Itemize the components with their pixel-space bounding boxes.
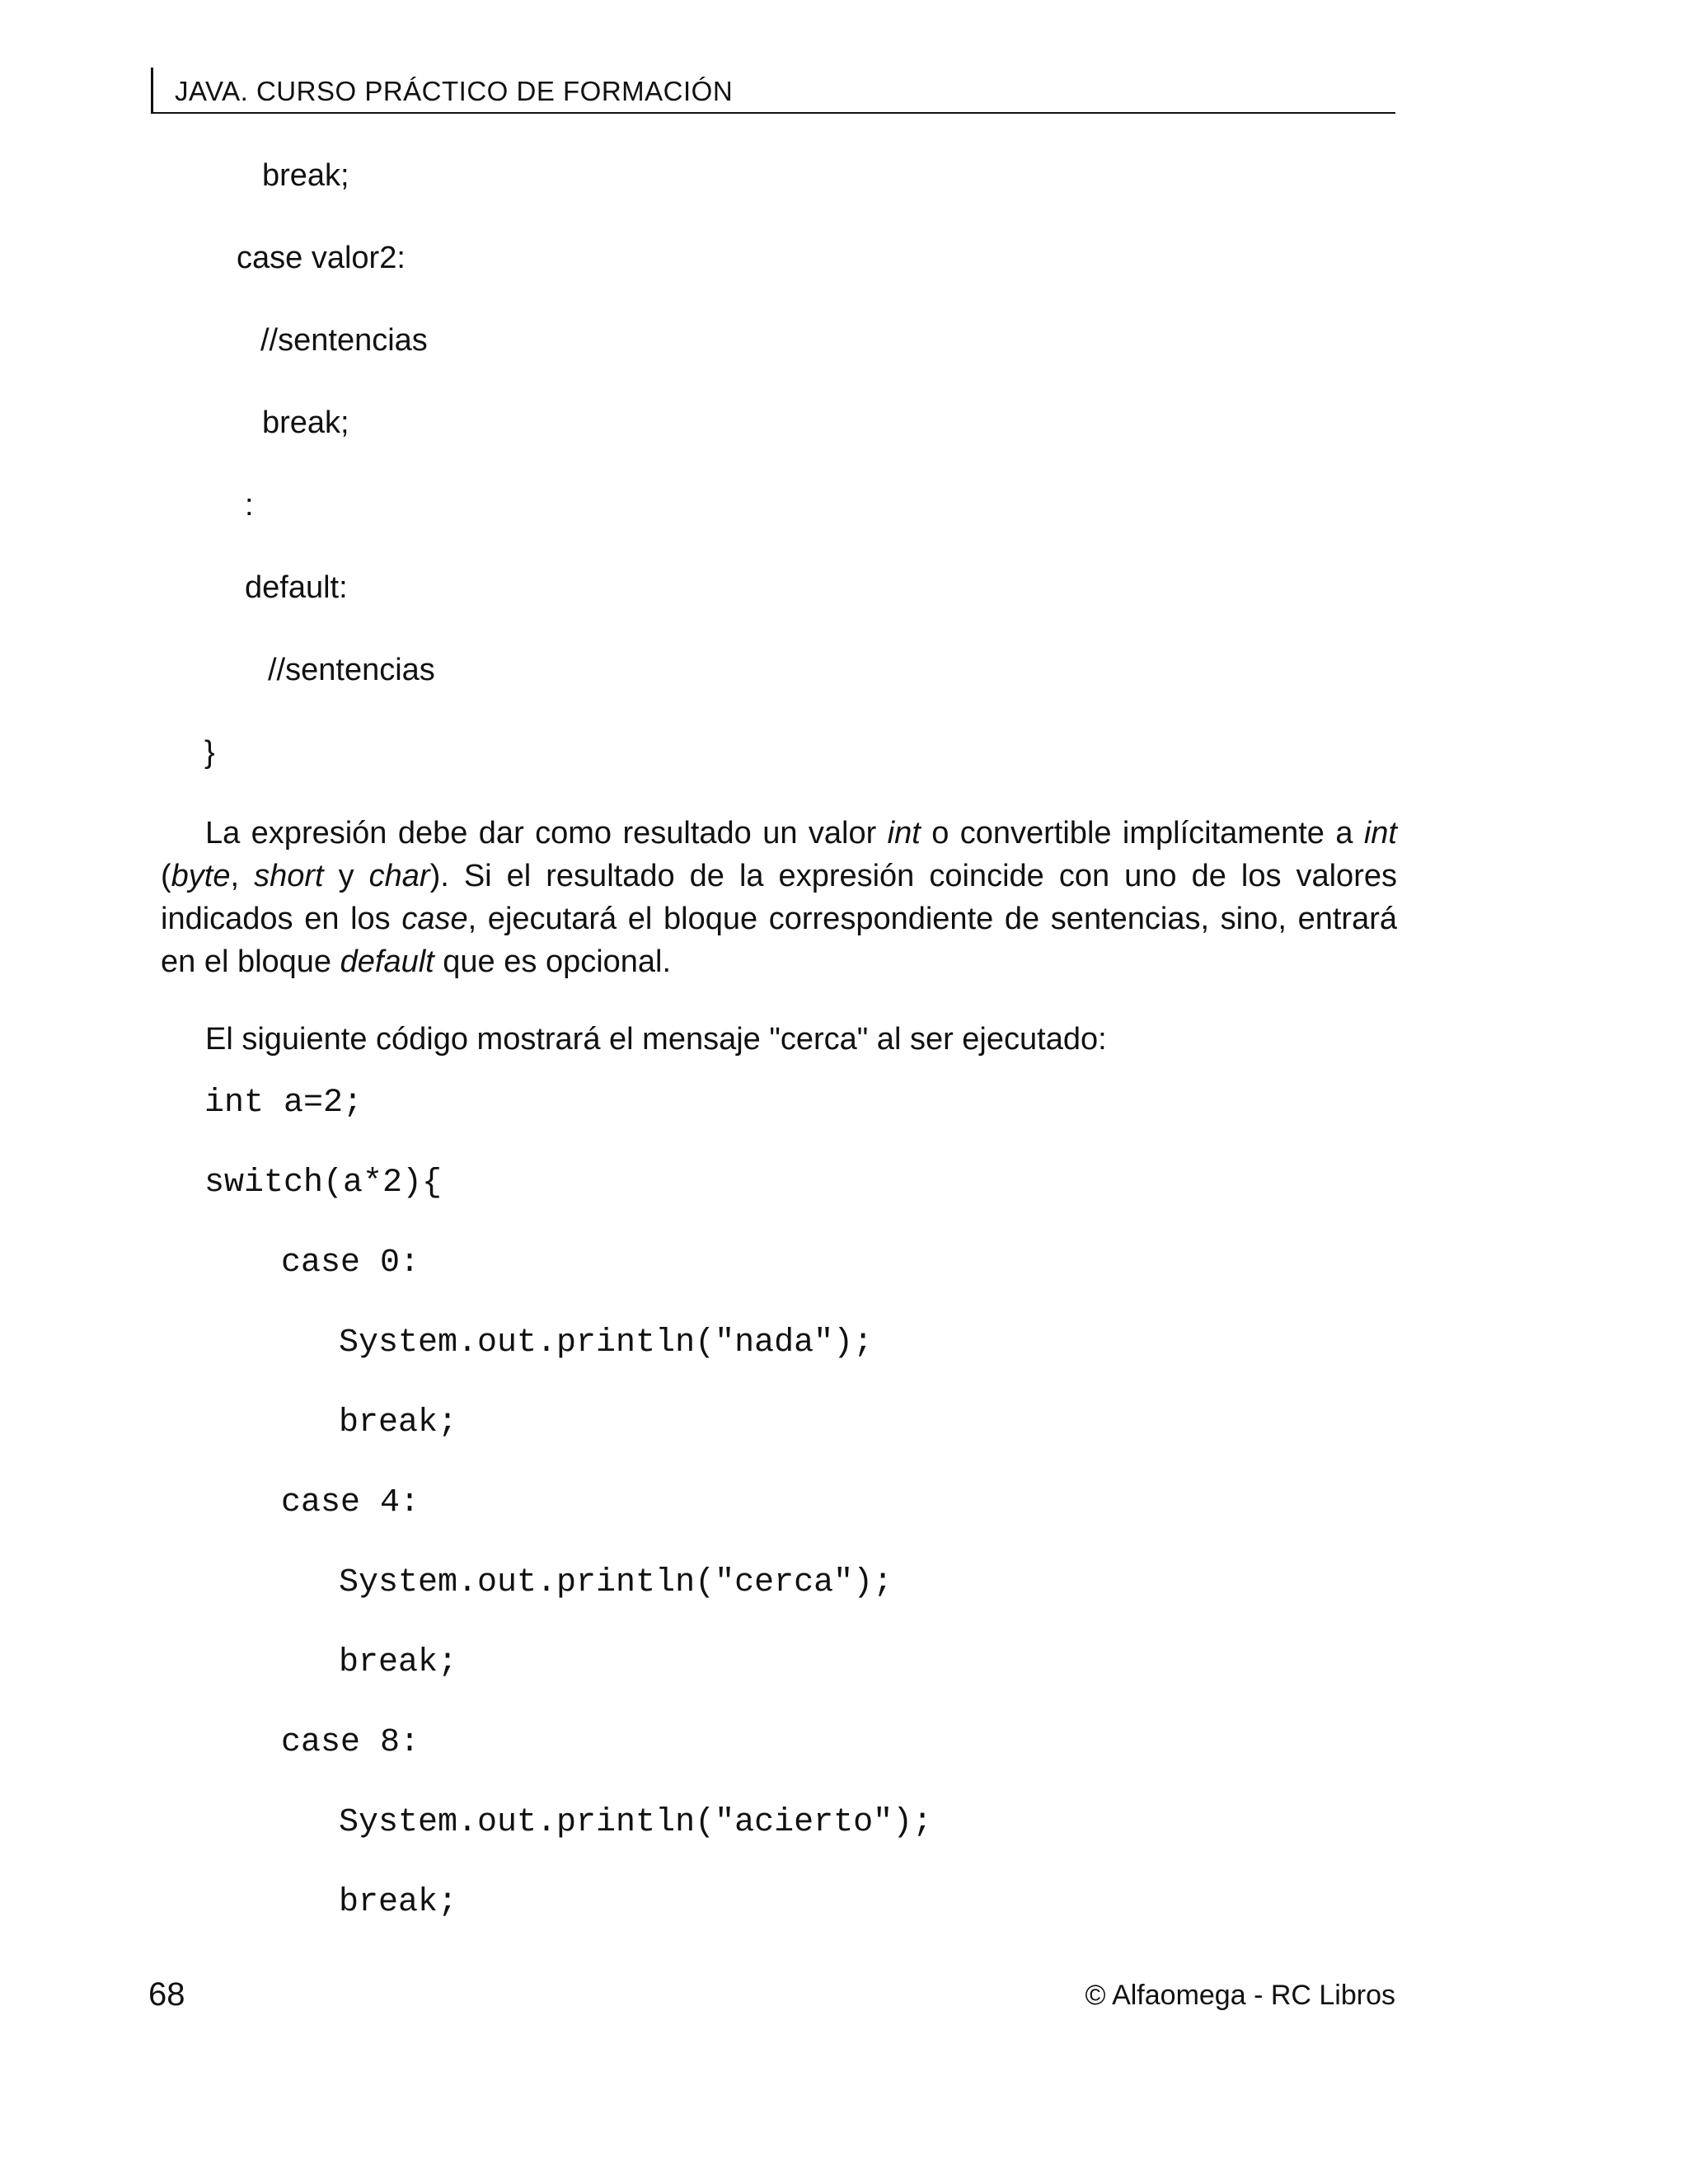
emphasis: char (368, 859, 430, 893)
syntax-line: break; (262, 405, 349, 440)
code-line: switch(a*2){ (204, 1165, 443, 1202)
code-line: int a=2; (204, 1085, 363, 1122)
code-line: case 0: (281, 1244, 420, 1282)
emphasis: int (1363, 816, 1397, 851)
body-paragraph: El siguiente código mostrará el mensaje "cerca" al ser ejecutado: (205, 1022, 1107, 1057)
publisher-credit: © Alfaomega - RC Libros (1085, 1980, 1395, 2011)
code-line: break; (339, 1884, 458, 1921)
code-line: break; (339, 1644, 458, 1681)
page-number: 68 (148, 1976, 185, 2013)
syntax-line: break; (262, 158, 349, 193)
header-horizontal-rule (151, 112, 1395, 114)
syntax-line: } (204, 735, 215, 770)
syntax-line: //sentencias (260, 323, 428, 358)
syntax-line: //sentencias (268, 653, 435, 687)
running-header-title: JAVA. CURSO PRÁCTICO DE FORMACIÓN (175, 76, 734, 106)
emphasis: case (401, 902, 468, 936)
header-vertical-rule (151, 68, 153, 114)
emphasis: byte (171, 859, 231, 893)
syntax-line: : (245, 488, 254, 523)
code-line: System.out.println("cerca"); (339, 1564, 893, 1601)
emphasis: default (340, 944, 434, 979)
syntax-line: default: (245, 570, 348, 605)
syntax-line: case valor2: (237, 241, 406, 275)
emphasis: int (887, 816, 921, 851)
code-line: System.out.println("acierto"); (339, 1804, 933, 1841)
emphasis: short (254, 859, 324, 893)
code-line: break; (339, 1404, 458, 1441)
code-line: case 4: (281, 1484, 420, 1521)
code-line: case 8: (281, 1724, 420, 1761)
code-line: System.out.println("nada"); (339, 1324, 874, 1361)
body-paragraph: La expresión debe dar como resultado un valor int o convertible implícitamente a int (byte, short y char). Si el resultado de la expresión coincide con uno de los valores indicados en los case, ejecutará el bloque correspondiente de sentencias, sino, entrará en el bloque default que es opcional. (161, 816, 1397, 979)
